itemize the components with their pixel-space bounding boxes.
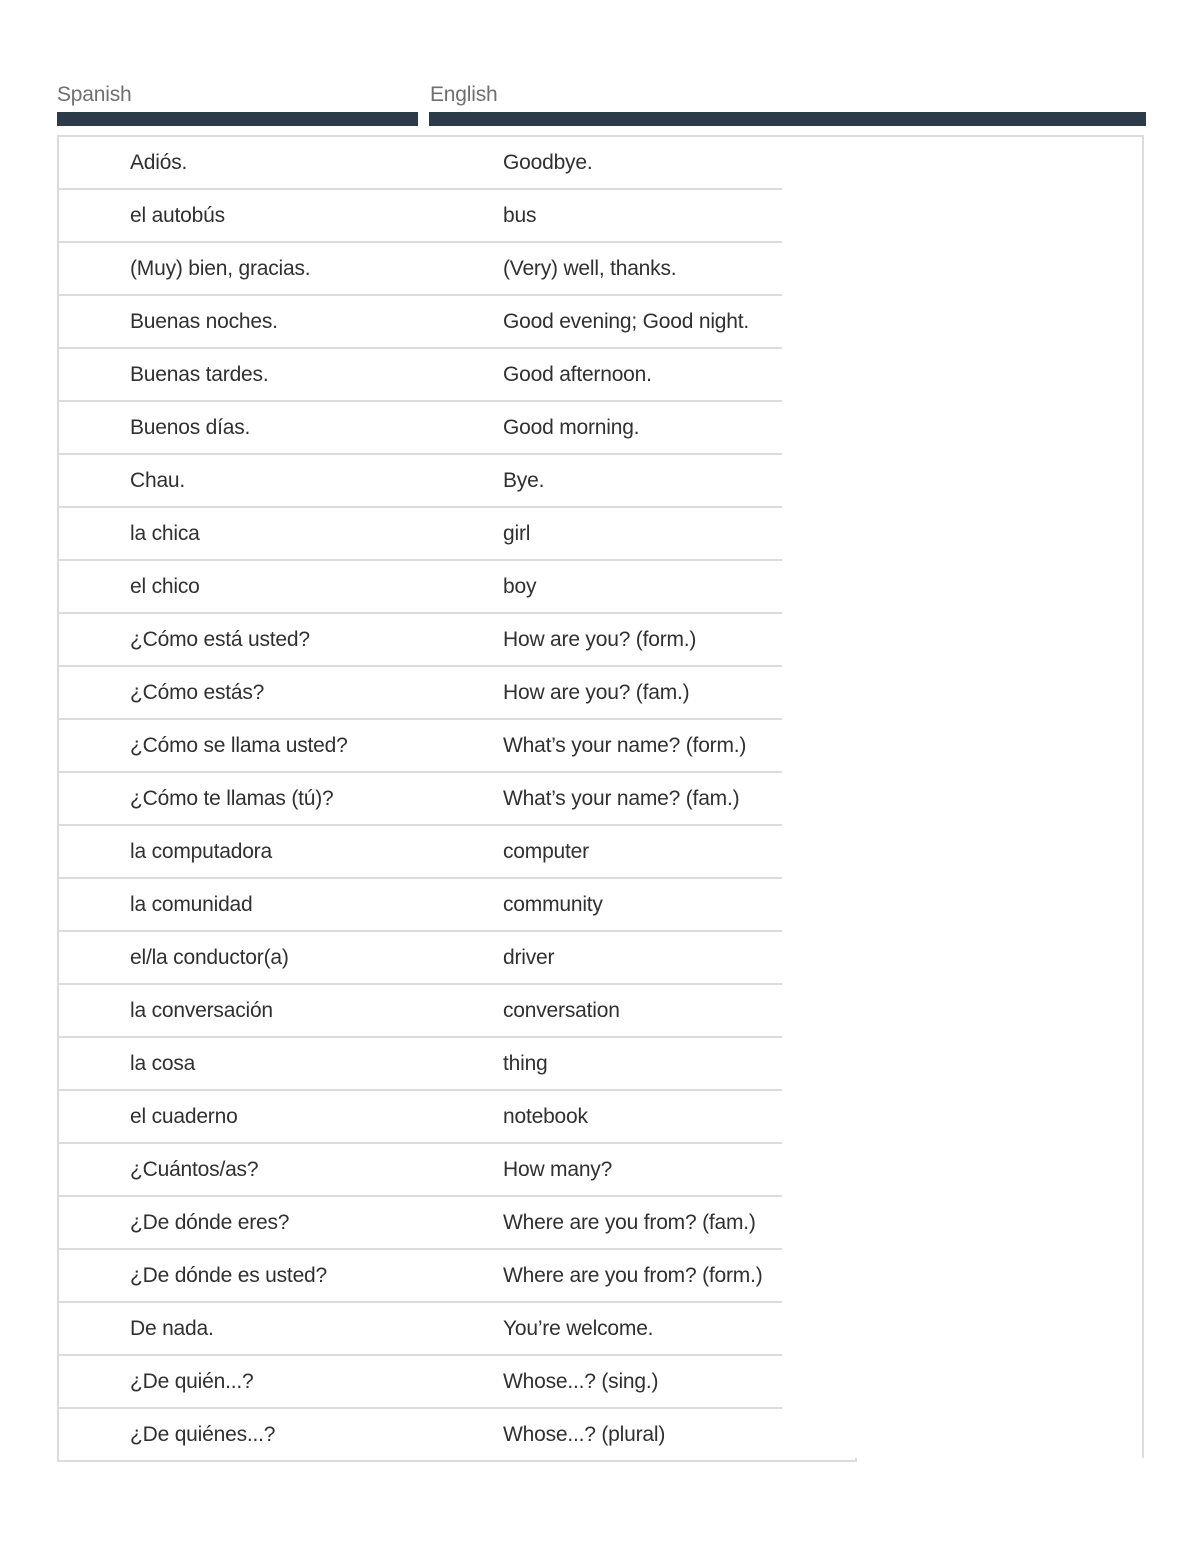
- vocab-row: [58, 666, 856, 719]
- spanish-term: ¿Cómo se llama usted?: [58, 719, 503, 772]
- vocab-row: [58, 1355, 856, 1408]
- spanish-term: Buenas noches.: [58, 295, 503, 348]
- spanish-term: la cosa: [58, 1037, 503, 1090]
- spanish-term: ¿Cómo está usted?: [58, 613, 503, 666]
- spanish-term: la comunidad: [58, 878, 503, 931]
- vocab-row: [58, 348, 856, 401]
- english-term: What’s your name? (form.): [503, 719, 856, 772]
- english-term: Good afternoon.: [503, 348, 856, 401]
- vocab-row: [58, 1196, 856, 1249]
- vocab-row: [58, 560, 856, 613]
- vocab-table-body: [58, 136, 856, 1461]
- english-term: girl: [503, 507, 856, 560]
- spanish-term: la conversación: [58, 984, 503, 1037]
- spanish-term: el/la conductor(a): [58, 931, 503, 984]
- spanish-header-bar: [57, 112, 418, 126]
- vocab-table: [57, 135, 857, 1462]
- spanish-term: la chica: [58, 507, 503, 560]
- english-term: community: [503, 878, 856, 931]
- spanish-term: ¿Cómo estás?: [58, 666, 503, 719]
- vocab-row: [58, 1408, 856, 1461]
- vocab-row: [58, 454, 856, 507]
- vocab-row: [58, 825, 856, 878]
- english-term: bus: [503, 189, 856, 242]
- vocab-row: [58, 613, 856, 666]
- english-term: thing: [503, 1037, 856, 1090]
- english-term: Good evening; Good night.: [503, 295, 856, 348]
- vocab-row: [58, 401, 856, 454]
- english-term: What’s your name? (fam.): [503, 772, 856, 825]
- spanish-term: (Muy) bien, gracias.: [58, 242, 503, 295]
- english-term: computer: [503, 825, 856, 878]
- spanish-term: ¿De dónde es usted?: [58, 1249, 503, 1302]
- spanish-term: ¿Cuántos/as?: [58, 1143, 503, 1196]
- vocab-row: [58, 1302, 856, 1355]
- spanish-term: Chau.: [58, 454, 503, 507]
- english-term: boy: [503, 560, 856, 613]
- vocab-row: [58, 189, 856, 242]
- english-term: (Very) well, thanks.: [503, 242, 856, 295]
- english-term: How are you? (form.): [503, 613, 856, 666]
- english-term: conversation: [503, 984, 856, 1037]
- vocab-row: [58, 772, 856, 825]
- vocab-row: [58, 295, 856, 348]
- vocab-row: [58, 136, 856, 189]
- vocab-row: [58, 1037, 856, 1090]
- english-term: How are you? (fam.): [503, 666, 856, 719]
- english-term: Where are you from? (form.): [503, 1249, 856, 1302]
- spanish-term: el chico: [58, 560, 503, 613]
- english-term: Good morning.: [503, 401, 856, 454]
- vocab-row: [58, 242, 856, 295]
- spanish-term: la computadora: [58, 825, 503, 878]
- english-column-label: English: [430, 83, 498, 106]
- spanish-term: ¿De quiénes...?: [58, 1408, 503, 1461]
- vocab-row: [58, 719, 856, 772]
- vocab-row: [58, 507, 856, 560]
- vocab-row: [58, 1143, 856, 1196]
- english-term: driver: [503, 931, 856, 984]
- vocab-row: [58, 878, 856, 931]
- spanish-term: Buenas tardes.: [58, 348, 503, 401]
- english-term: notebook: [503, 1090, 856, 1143]
- english-term: How many?: [503, 1143, 856, 1196]
- english-term: Whose...? (plural): [503, 1408, 856, 1461]
- spanish-term: el autobús: [58, 189, 503, 242]
- english-header-bar: [429, 112, 1146, 126]
- spanish-term: Adiós.: [58, 136, 503, 189]
- spanish-term: Buenos días.: [58, 401, 503, 454]
- vocab-row: [58, 1090, 856, 1143]
- spanish-term: ¿De quién...?: [58, 1355, 503, 1408]
- english-term: Where are you from? (fam.): [503, 1196, 856, 1249]
- english-term: Bye.: [503, 454, 856, 507]
- spanish-term: De nada.: [58, 1302, 503, 1355]
- spanish-term: el cuaderno: [58, 1090, 503, 1143]
- english-term: Goodbye.: [503, 136, 856, 189]
- spanish-column-label: Spanish: [57, 83, 132, 106]
- english-term: You’re welcome.: [503, 1302, 856, 1355]
- spanish-term: ¿De dónde eres?: [58, 1196, 503, 1249]
- english-term: Whose...? (sing.): [503, 1355, 856, 1408]
- vocab-row: [58, 984, 856, 1037]
- spanish-term: ¿Cómo te llamas (tú)?: [58, 772, 503, 825]
- vocab-row: [58, 931, 856, 984]
- empty-side-panel: [782, 135, 1144, 1458]
- vocab-row: [58, 1249, 856, 1302]
